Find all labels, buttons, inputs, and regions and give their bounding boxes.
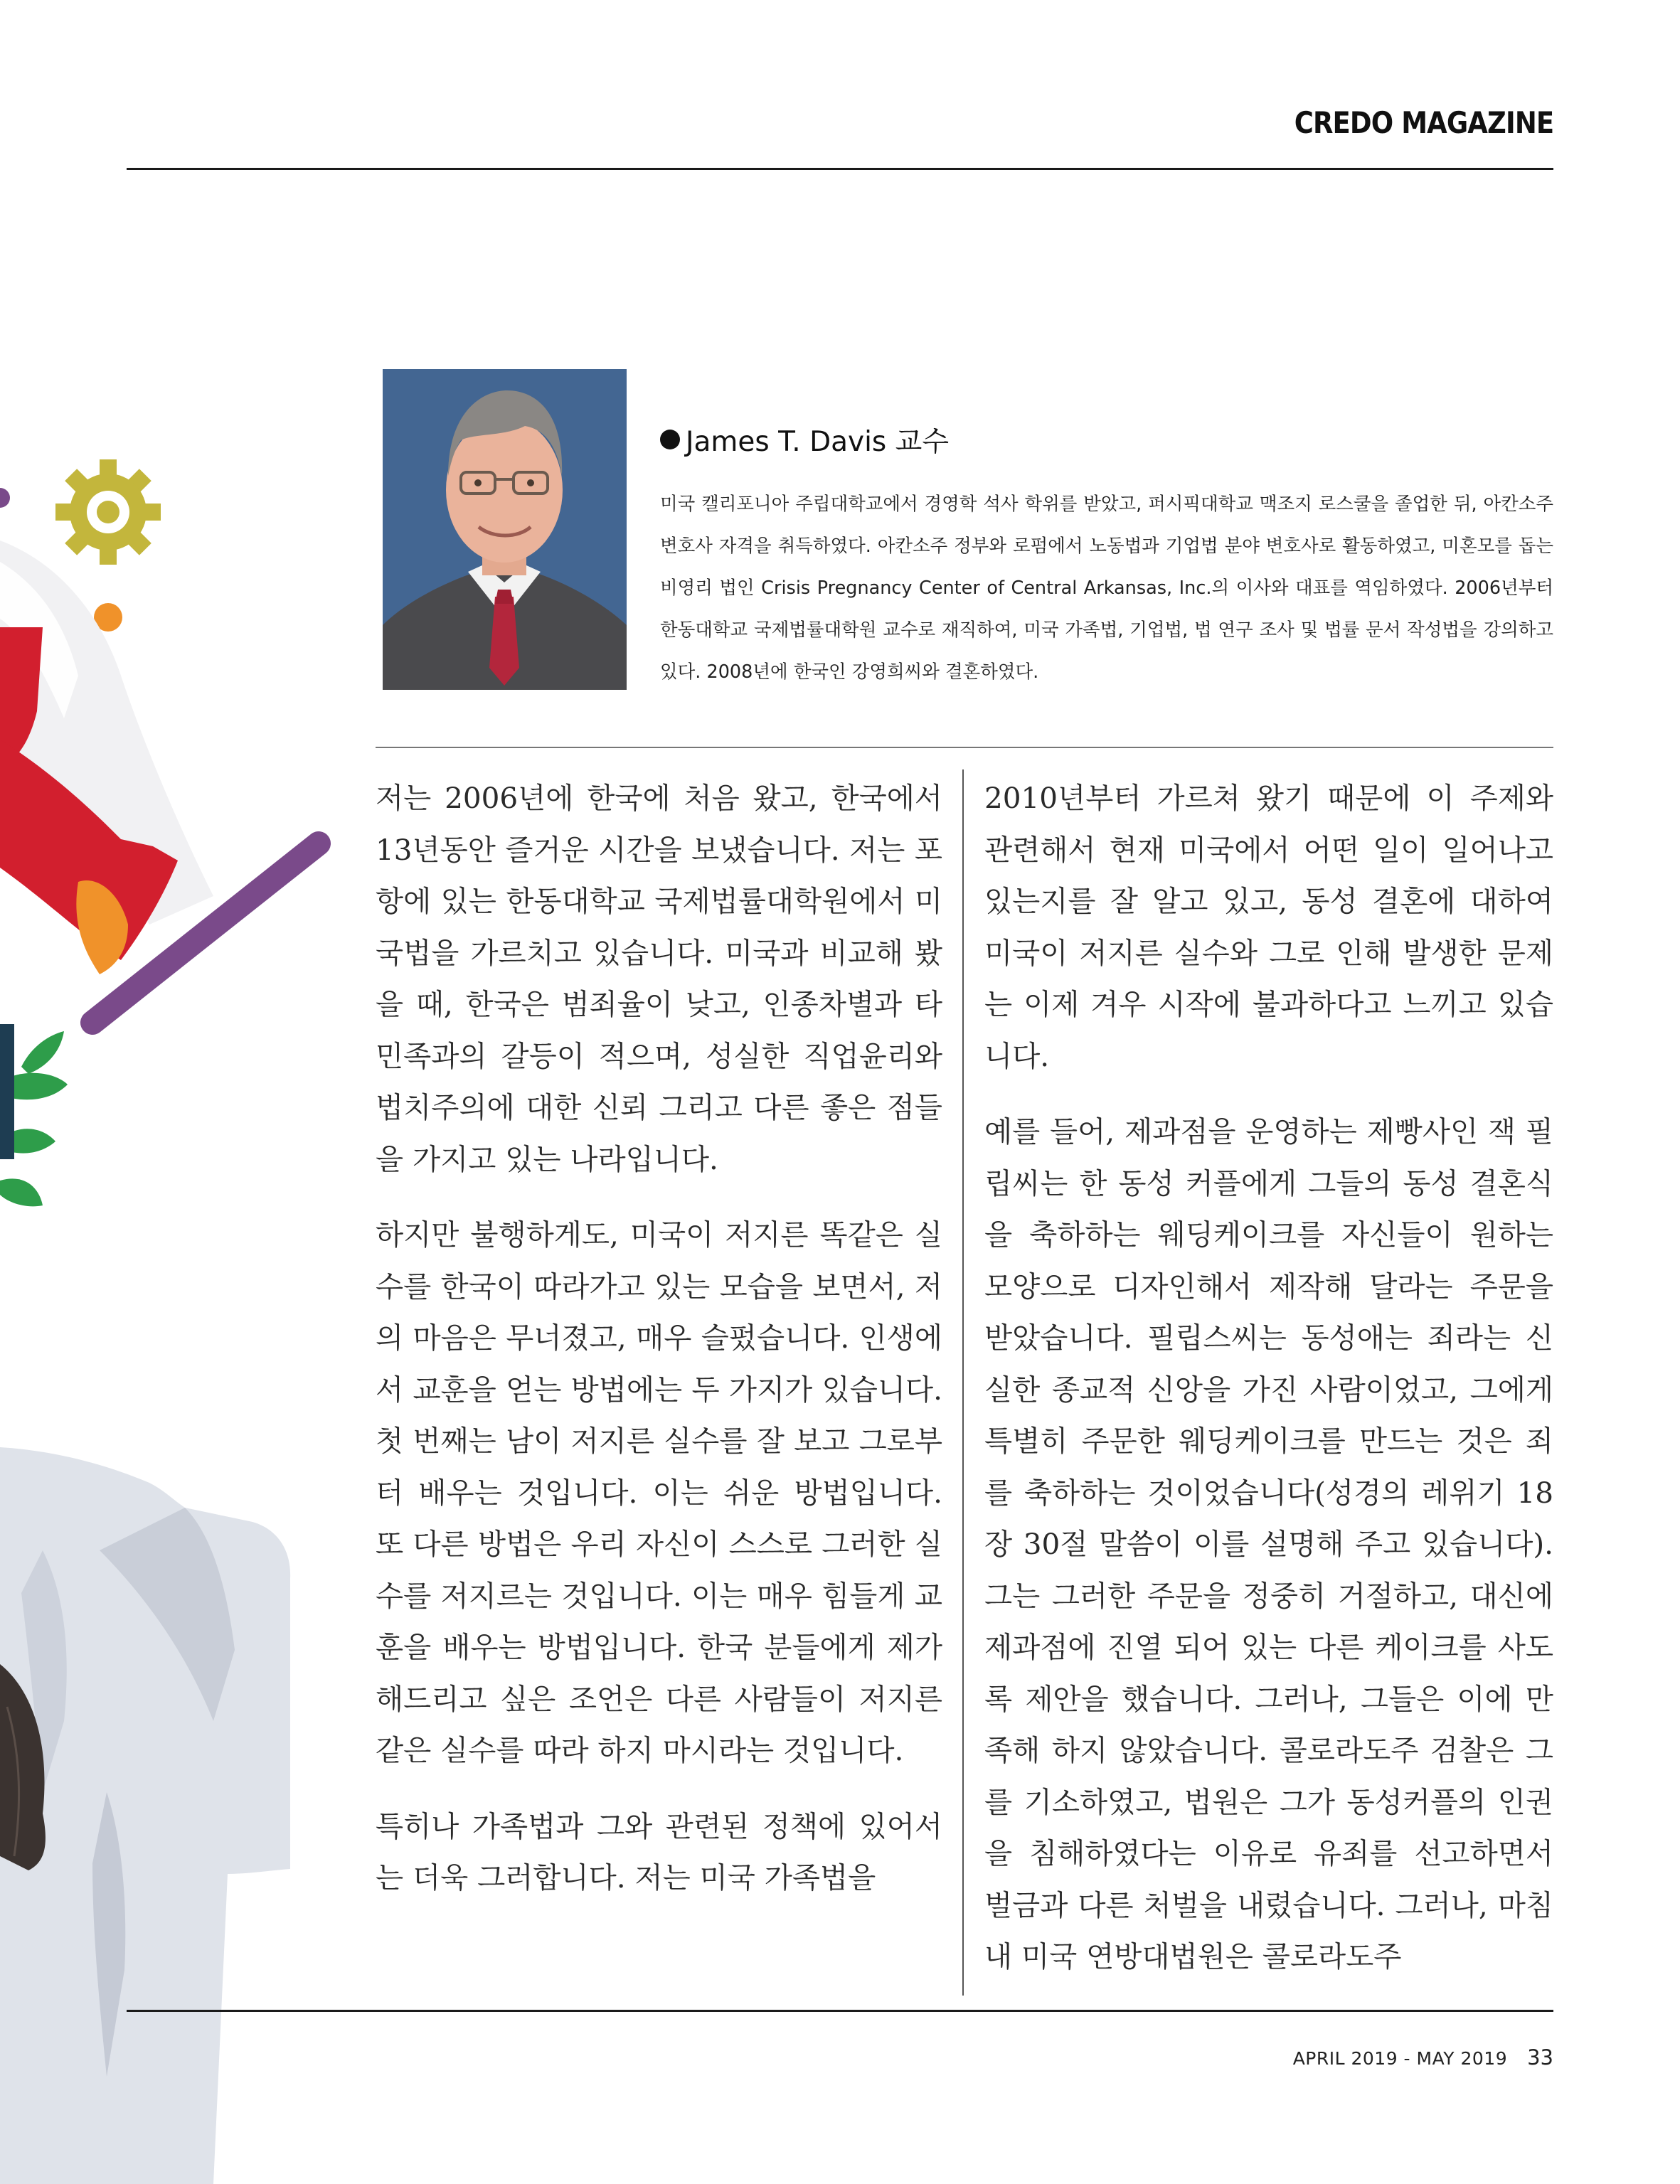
article-paragraph: 하지만 불행하게도, 미국이 저지른 똑같은 실수를 한국이 따라가고 있는 모습을 보면서, 저의 마음은 무너졌고, 매우 슬펐습니다. 인생에서 교훈을 얻는 방법에는 두 가지가 있습니다. 첫 번째는 남이 저지른 실수를 잘 보고 그로부터 배우는 것입니다. 이는 쉬운 방법입니다. 또 다른 방법은 우리 자신이 스스로 그러한 실수를 저지르는 것입니다. 이는 매우 힘들게 교훈을 배우는 방법입니다. 한국 분들에게 제가 해드리고 싶은 조언은 다른 사람들이 저지른 같은 실수를 따라 하지 마시라는 것입니다.	[376, 1218, 942, 1767]
article-column-right	[984, 772, 1553, 2007]
article-paragraph: 저는 2006년에 한국에 처음 왔고, 한국에서 13년동안 즐거운 시간을 보냈습니다. 저는 포항에 있는 한동대학교 국제법률대학원에서 미국법을 가르치고 있습니다. 미국과 비교해 봤을 때, 한국은 범죄율이 낮고, 인종차별과 타민족과의 갈등이 적으며, 성실한 직업윤리와 법치주의에 대한 신뢰 그리고 다른 좋은 점들을 가지고 있는 나라입니다.	[376, 781, 942, 1176]
author-bio-text: 미국 캘리포니아 주립대학교에서 경영학 석사 학위를 받았고, 퍼시픽대학교 맥조지 로스쿨을 졸업한 뒤, 아칸소주 변호사 자격을 취득하였다. 아칸소주 정부와 로펌에서 노동법과 기업법 분야 변호사로 활동하였고, 미혼모를 돕는 비영리 법인 Crisis Pregnancy Center of Central Arkansas, Inc.의 이사와 대표를 역임하였다. 2006년부터 한동대학교 국제법률대학원 교수로 재직하여, 미국 가족법, 기업법, 법 연구 조사 및 법률 문서 작성법을 강의하고 있다. 2008년에 한국인 강영희씨와 결혼하였다.	[660, 494, 1553, 683]
header-rule	[127, 168, 1553, 170]
author-bio	[660, 420, 1553, 693]
page-number: 33	[1527, 2045, 1553, 2070]
author-name-text: James T. Davis 교수	[686, 426, 949, 458]
article-column-left	[376, 772, 942, 1928]
issue-date: APRIL 2019 - MAY 2019	[1292, 2048, 1508, 2069]
magazine-title: CREDO MAGAZINE	[1294, 105, 1553, 140]
decorative-illustration	[0, 441, 334, 2184]
purple-dot	[0, 488, 10, 508]
author-name	[660, 420, 1553, 459]
column-divider	[962, 769, 964, 1996]
article-paragraph: 특히나 가족법과 그와 관련된 정책에 있어서는 더욱 그러합니다. 저는 미국 가족법을	[376, 1809, 942, 1895]
article-paragraph: 2010년부터 가르쳐 왔기 때문에 이 주제와 관련해서 현재 미국에서 어떤 일이 일어나고 있는지를 잘 알고 있고, 동성 결혼에 대하여 미국이 저지른 실수와 그로 인해 발생한 문제는 이제 겨우 시작에 불과하다고 느끼고 있습니다.	[984, 781, 1553, 1073]
section-rule	[376, 747, 1553, 748]
author-portrait	[383, 369, 627, 690]
footer-rule	[127, 2010, 1553, 2012]
page-footer	[1293, 2045, 1553, 2070]
bullet-icon	[660, 430, 680, 449]
article-paragraph: 예를 들어, 제과점을 운영하는 제빵사인 잭 필립씨는 한 동성 커플에게 그들의 동성 결혼식을 축하하는 웨딩케이크를 자신들이 원하는 모양으로 디자인해서 제작해 달라는 주문을 받았습니다. 필립스씨는 동성애는 죄라는 신실한 종교적 신앙을 가진 사람이었고, 그에게 특별히 주문한 웨딩케이크를 만드는 것은 죄를 축하하는 것이었습니다(성경의 레위기 18장 30절 말씀이 이를 설명해 주고 있습니다). 그는 그러한 주문을 정중히 거절하고, 대신에 제과점에 진열 되어 있는 다른 케이크를 사도록 제안을 했습니다. 그러나, 그들은 이에 만족해 하지 않았습니다. 콜로라도주 검찰은 그를 기소하였고, 법원은 그가 동성커플의 인권을 침해하였다는 이유로 유죄를 선고하면서 벌금과 다른 처벌을 내렸습니다. 그러나, 마침내 미국 연방대법원은 콜로라도주	[984, 1114, 1553, 1973]
gear-icon	[55, 459, 161, 565]
